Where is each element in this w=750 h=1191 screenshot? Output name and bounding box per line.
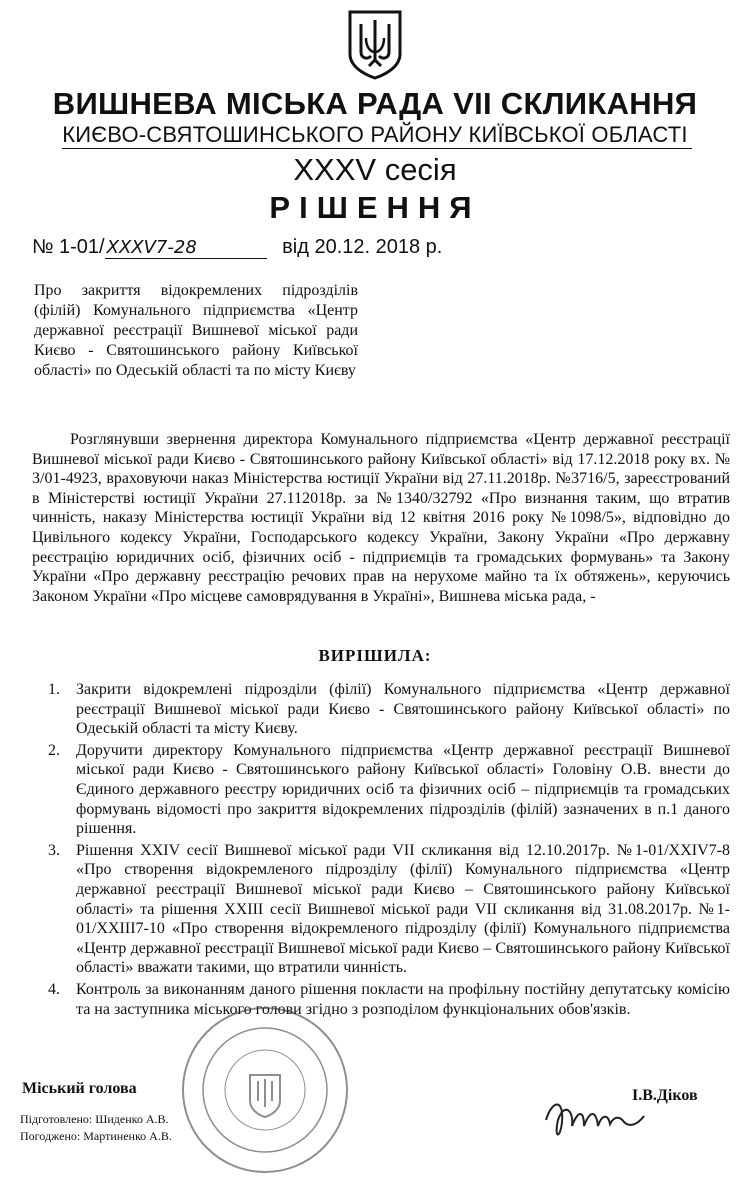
document-type-title: РІШЕННЯ (269, 190, 481, 225)
resolved-heading: ВИРІШИЛА: (318, 646, 432, 665)
decision-date: від 20.12. 2018 р. (282, 236, 443, 258)
session-title: XXXV сесія (293, 152, 457, 187)
decision-subject: Про закриття відокремлених підрозділів (філій) Комунального підприємства «Центр державної реєстрації Вишневої міської ради Києво - Святошинського району Київської області» по Одеській області та по місту Києву (34, 282, 358, 379)
item-text: Контроль за виконанням даного рішення покласти на профільну постійну депутатську комісію та на заступника міського голови згідно з розподілом функціональних обов'язків. (76, 980, 730, 1018)
item-number: 1. (48, 681, 60, 698)
list-item (30, 741, 730, 839)
agreed-by: Погоджено: Мартиненко А.В. (20, 1129, 172, 1143)
item-text: Рішення XXIV сесії Вишневої міської ради VII скликання від 12.10.2017р. №1-01/XXIV7-8 «Про створення відокремленого підрозділу (філії) Комунального підприємства «Центр державної реєстрації Вишневої міської ради Києво – Святошинського району Київської області» та рішення XXIII сесії Вишневої міської ради VII скликання від 31.08.2017р. №1-01/XXIII7-10 «Про створення відокремленого підрозділу (філії) Комунального підприємства «Центр державної реєстрації Вишневої міської ради Києво – Святошинського району Київської області» вважати такими, що втратили чинність. (76, 841, 730, 977)
item-text: Закрити відокремлені підрозділи (філії) Комунального підприємства «Центр державної реєстрації Вишневої міської ради Києво - Святошинського району Київської області» по Одеській області та місту Києву. (76, 681, 730, 738)
subtitle-underline (62, 148, 692, 149)
mayor-title: Міський голова (22, 1080, 137, 1097)
item-number: 2. (48, 741, 60, 759)
district-subtitle: КИЄВО-СВЯТОШИНСЬКОГО РАЙОНУ КИЇВСЬКОЇ ОБЛАСТІ (62, 122, 688, 147)
list-item (30, 680, 730, 739)
number-handwritten: XXXV7-28 (105, 237, 267, 259)
prepared-by: Підготовлено: Шиденко А.В. (20, 1112, 169, 1126)
decision-items-list (30, 680, 730, 1021)
preamble-paragraph: Розглянувши звернення директора Комунального підприємства «Центр державної реєстрації Вишневої міської ради Києво - Святошинського району Київської області» від 17.12.2018 року вх. № 3/01-4923, враховуючи наказ Міністерства юстиції України від 27.11.2018р. №3716/5, зареєстрований в Міністерстві юстиції України 27.112018р. за №1340/32792 «Про визнання таким, що втратив чинність, наказу Міністерства юстиції України від 12 квітня 2016 року №1098/5», відповідно до Цивільного кодексу України, Господарського кодексу України, Закону України «Про державну реєстрацію юридичних осіб, фізичних осіб - підприємців та громадських формувань» та Закону України «Про державну реєстрацію речових прав на нерухоме майно та їх обтяжень», керуючись Законом України «Про місцеве самоврядування в Україні», Вишнева міська рада, - (32, 431, 730, 605)
council-title: ВИШНЕВА МІСЬКА РАДА VII СКЛИКАННЯ (52, 86, 698, 121)
mayor-name: І.В.Діков (632, 1087, 698, 1104)
official-seal-stamp (178, 1005, 353, 1175)
item-text: Доручити директору Комунального підприємства «Центр державної реєстрації Вишневої міської ради Києво - Святошинського району Київської області» Головіну О.В. внести до Єдиного державного реєстру юридичних осіб та фізичних осіб – підприємців та громадських формувань відомості про закриття відокремлених підрозділів (філій) зазначених в п.1 даного рішення. (76, 741, 730, 838)
trident-emblem-icon (345, 8, 405, 80)
item-number: 4. (48, 980, 60, 998)
list-item (30, 841, 730, 978)
decision-number-line (32, 236, 442, 259)
item-number: 3. (48, 841, 60, 859)
list-item (30, 980, 730, 1019)
number-prefix: № 1-01/ (32, 236, 105, 258)
